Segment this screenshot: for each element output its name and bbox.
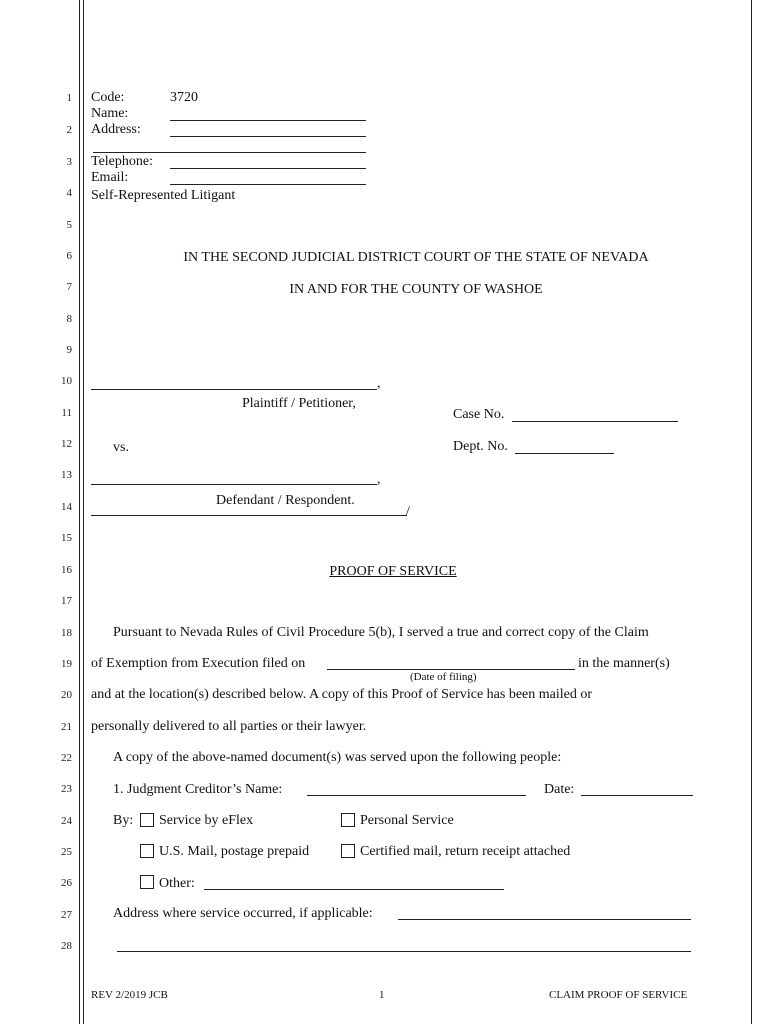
name-field[interactable] [170,120,366,121]
email-field[interactable] [170,184,366,185]
line-number: 11 [61,407,72,419]
margin-line-left-2 [83,0,84,1024]
date-of-filing-field[interactable] [327,669,575,670]
line-number: 21 [61,721,72,733]
body-line-19a: of Exemption from Execution filed on [91,656,306,671]
court-heading-1: IN THE SECOND JUDICIAL DISTRICT COURT OF THE STATE OF NEVADA [183,250,649,265]
margin-line-right [751,0,752,1024]
margin-line-left-1 [79,0,80,1024]
certified-mail-checkbox[interactable] [341,844,355,858]
footer-document-name: CLAIM PROOF OF SERVICE [549,989,688,1001]
body-line-21: personally delivered to all parties or their lawyer. [91,719,367,734]
line-number: 1 [66,92,72,104]
dept-no-label: Dept. No. [453,439,508,454]
telephone-field[interactable] [170,168,366,169]
plaintiff-comma: , [377,376,381,391]
address-field-2[interactable] [93,152,366,153]
eflex-label: Service by eFlex [159,813,254,828]
line-number: 8 [66,313,72,325]
service-address-field-2[interactable] [117,951,691,952]
line-number: 18 [61,627,72,639]
body-line-20: and at the location(s) described below. A copy of this Proof of Service has been mailed or [91,687,593,702]
line-number: 7 [66,281,72,293]
document-title: PROOF OF SERVICE [329,564,457,579]
line-number: 16 [61,564,72,576]
line-number: 2 [66,124,72,136]
line-number: 4 [66,187,72,199]
code-label: Code: [91,90,125,105]
line-number: 17 [61,595,72,607]
service-address-field-1[interactable] [398,919,691,920]
personal-service-checkbox[interactable] [341,813,355,827]
plaintiff-name-field[interactable] [91,389,377,390]
eflex-checkbox[interactable] [140,813,154,827]
date-label: Date: [544,782,575,797]
by-label: By: [113,813,134,828]
line-number: 10 [61,375,72,387]
date-field[interactable] [581,795,693,796]
defendant-name-field[interactable] [91,484,377,485]
code-value: 3720 [170,90,198,105]
case-no-label: Case No. [453,407,505,422]
address-label: Address: [91,122,141,137]
personal-service-label: Personal Service [360,813,454,828]
vs-label: vs. [113,440,129,455]
line-number: 15 [61,532,72,544]
caption-slash: / [406,504,410,519]
plaintiff-label: Plaintiff / Petitioner, [242,396,356,411]
case-no-field[interactable] [512,421,678,422]
line-number: 25 [61,846,72,858]
line-number: 6 [66,250,72,262]
us-mail-label: U.S. Mail, postage prepaid [159,844,310,859]
body-line-18: Pursuant to Nevada Rules of Civil Procedure 5(b), I served a true and correct copy of the Claim [113,625,649,640]
line-number: 9 [66,344,72,356]
line-number: 13 [61,469,72,481]
date-of-filing-hint: (Date of filing) [410,671,477,683]
footer-revision: REV 2/2019 JCB [91,989,168,1001]
judgment-creditor-field[interactable] [307,795,526,796]
dept-no-field[interactable] [515,453,614,454]
line-number: 5 [66,219,72,231]
email-label: Email: [91,170,129,185]
line-number: 23 [61,783,72,795]
line-number: 20 [61,689,72,701]
line-number: 28 [61,940,72,952]
us-mail-checkbox[interactable] [140,844,154,858]
line-number: 3 [66,156,72,168]
telephone-label: Telephone: [91,154,153,169]
body-line-22: A copy of the above-named document(s) was served upon the following people: [113,750,562,765]
other-checkbox[interactable] [140,875,154,889]
defendant-label: Defendant / Respondent. [216,493,355,508]
line-number: 19 [61,658,72,670]
line-number: 24 [61,815,72,827]
caption-bottom-line [91,515,407,516]
line-number: 12 [61,438,72,450]
judgment-creditor-label: 1. Judgment Creditor’s Name: [113,782,283,797]
address-field-1[interactable] [170,136,366,137]
litigant-label: Self-Represented Litigant [91,188,236,203]
court-heading-2: IN AND FOR THE COUNTY OF WASHOE [289,282,543,297]
line-number: 22 [61,752,72,764]
line-number: 27 [61,909,72,921]
line-number: 26 [61,877,72,889]
defendant-comma: , [377,472,381,487]
body-line-19b: in the manner(s) [578,656,670,671]
certified-mail-label: Certified mail, return receipt attached [360,844,571,859]
other-field[interactable] [204,889,504,890]
service-address-label: Address where service occurred, if applicable: [113,906,373,921]
other-label: Other: [159,876,195,891]
name-label: Name: [91,106,129,121]
line-number: 14 [61,501,72,513]
footer-page-number: 1 [379,989,385,1001]
